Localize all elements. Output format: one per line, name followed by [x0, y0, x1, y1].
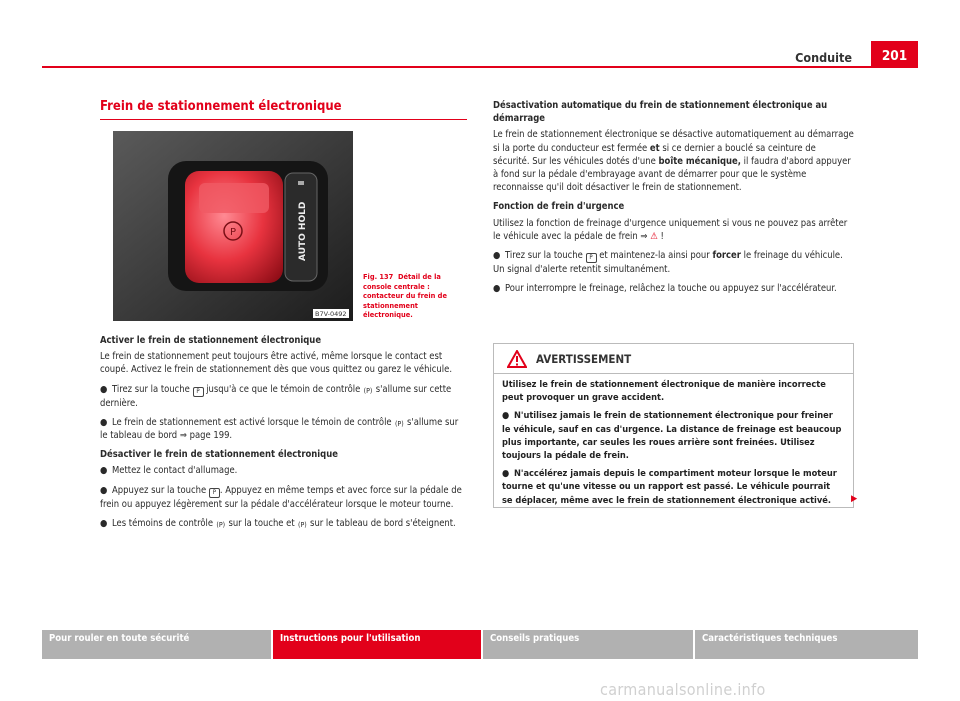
- continue-arrow-icon: ▶: [851, 494, 858, 504]
- warning-triangle-icon: [507, 350, 527, 368]
- list-item: ● N'accélérez jamais depuis le compartiment moteur lorsque le moteur tourne et qu'une vitesse ou un rapport est passé. Le véhicule pourrait se déplacer, même avec le frein de stationnement électronique activé.: [502, 468, 837, 506]
- left-heading-activate: Activer le frein de stationnement électronique: [100, 335, 322, 346]
- figure-code: B7V-0492: [315, 310, 347, 318]
- parking-brake-key-icon: P: [209, 488, 220, 498]
- list-item: ● Tirez sur la touche P et maintenez-la ainsi pour forcer le freinage du véhicule. Un signal d'alerte retentit simultanément.: [493, 250, 843, 276]
- right-column: [493, 99, 855, 301]
- warning-box: [493, 343, 854, 508]
- warning-header: [494, 344, 853, 374]
- left-para-1: Le frein de stationnement peut toujours être activé, même lorsque le contact est coupé. Activez le frein de stationnement dès que vous quittez ou garez le véhicule.: [100, 351, 452, 376]
- list-item: ● Pour interrompre le freinage, relâchez la touche ou appuyez sur l'accélérateur.: [493, 283, 837, 295]
- section-rule: [100, 119, 467, 120]
- figure-image: [113, 131, 353, 321]
- parking-lamp-icon: (P): [394, 419, 404, 428]
- list-item: ● Appuyez sur la touche P . Appuyez en même temps et avec force sur la pédale de frein ou appuyez légèrement sur la pédale d'accélérateur lorsque le moteur tourne.: [100, 484, 462, 510]
- left-heading-deactivate: Désactiver le frein de stationnement électronique: [100, 449, 338, 461]
- parking-lamp-icon: (P): [216, 520, 226, 529]
- footer-tab-safety[interactable]: Pour rouler en toute sécurité: [42, 630, 271, 659]
- footer-tab-tips[interactable]: Conseils pratiques: [483, 630, 693, 659]
- figure-caption-text: Détail de la console centrale : contacteur du frein de stationnement électronique.: [363, 272, 447, 320]
- warning-triangle-icon: ⚠: [650, 230, 658, 242]
- list-item: ● N'utilisez jamais le frein de stationnement électronique pour freiner le véhicule, sauf en cas d'urgence. La distance de freinage est beaucoup plus importante, car seules les roues arrière sont freinées. Utilisez toujours la pédale de frein.: [502, 410, 842, 462]
- footer-tab-instructions[interactable]: Instructions pour l'utilisation: [273, 630, 481, 659]
- header-title: Conduite: [795, 50, 852, 65]
- figure-number: Fig. 137: [363, 272, 394, 281]
- list-item: ● Le frein de stationnement est activé lorsque le témoin de contrôle (P) s'allume sur le tableau de bord ⇒ page 199.: [100, 416, 459, 442]
- header-rule: [42, 66, 918, 68]
- warning-body: [502, 378, 842, 512]
- parking-brake-key-icon: P: [193, 387, 204, 397]
- right-heading-auto: Désactivation automatique du frein de stationnement électronique au démarrage: [493, 100, 828, 125]
- right-para-2: Utilisez la fonction de freinage d'urgence uniquement si vous ne pouvez pas arrêter le véhicule avec la pédale de frein ⇒ ⚠ !: [493, 217, 848, 242]
- list-item: ● Mettez le contact d'allumage.: [100, 465, 238, 477]
- warning-intro: Utilisez le frein de stationnement électronique de manière incorrecte peut provoquer un grave accident.: [502, 379, 826, 404]
- page-number: 201: [871, 41, 918, 68]
- section-title: Frein de stationnement électronique: [100, 99, 342, 114]
- right-para-1: Le frein de stationnement électronique se désactive automatiquement au démarrage si la porte du conducteur est fermée et si ce dernier a bouclé sa ceinture de sécurité. Sur les véhicules dotés d'une boîte mécanique, il faudra d'abord appuyer à fond sur la pédale d'embrayage avant de démarrer pour que le système reconnaisse qu'il doit désactiver le frein de stationnement.: [493, 129, 854, 194]
- warning-title: AVERTISSEMENT: [536, 352, 632, 366]
- list-item: ● Les témoins de contrôle (P) sur la touche et (P) sur le tableau de bord s'éteignent.: [100, 517, 456, 529]
- watermark: carmanualsonline.info: [600, 680, 766, 699]
- left-column: [100, 334, 467, 536]
- list-item: ● Tirez sur la touche P jusqu'à ce que le témoin de contrôle (P) s'allume sur cette dernière.: [100, 383, 452, 409]
- footer-tab-specs[interactable]: Caractéristiques techniques: [695, 630, 918, 659]
- figure-caption: [363, 272, 469, 320]
- parking-lamp-icon: (P): [298, 520, 307, 529]
- svg-text:P: P: [229, 227, 237, 238]
- parking-brake-key-icon: P: [586, 253, 597, 263]
- right-heading-emergency: Fonction de frein d'urgence: [493, 201, 625, 213]
- auto-hold-label: AUTO HOLD: [298, 201, 308, 261]
- parking-lamp-icon: (P): [363, 386, 373, 395]
